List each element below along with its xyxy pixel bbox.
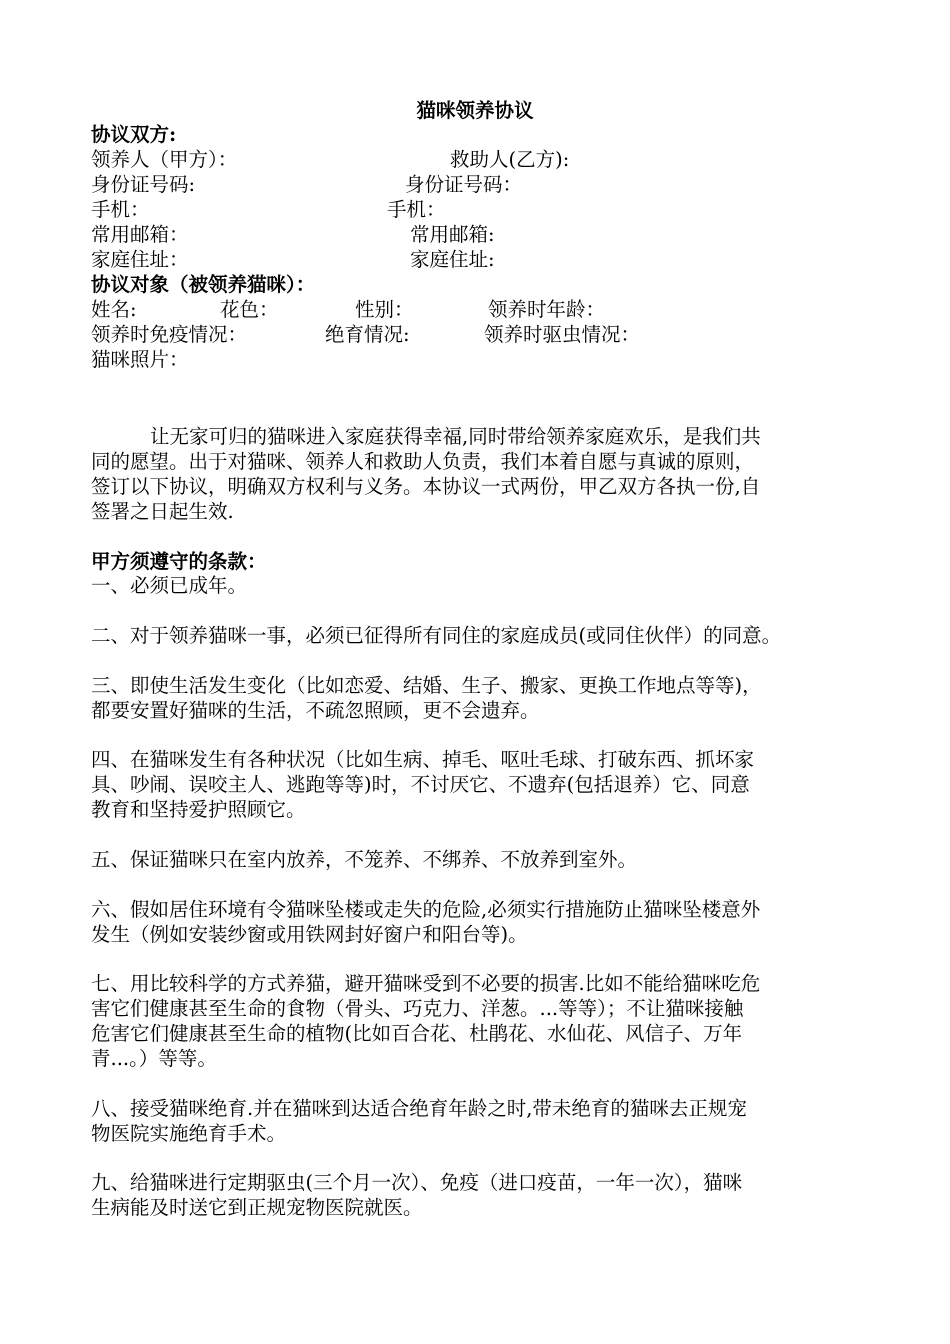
cat-vaccine-label: 领养时免疫情况： xyxy=(91,323,248,346)
clause-7-line: 青...。）等等。 xyxy=(91,1047,217,1070)
rescuer-email-label: 常用邮箱: xyxy=(410,223,495,246)
rescuer-address-label: 家庭住址: xyxy=(410,248,495,271)
clause-9-line: 生病能及时送它到正规宠物医院就医。 xyxy=(91,1196,423,1219)
cat-sex-label: 性别： xyxy=(355,298,414,321)
cat-heading: 协议对象（被领养猫咪）： xyxy=(91,273,316,296)
clause-3-line: 都要安置好猫咪的生活，不疏忽照顾，更不会遗弃。 xyxy=(91,699,540,722)
clause-4-line: 具、吵闹、误咬主人、逃跑等等)时，不讨厌它、不遗弃(包括退养）它、同意 xyxy=(91,773,750,796)
adopter-phone-label: 手机： xyxy=(91,198,150,221)
clause-7-line: 危害它们健康甚至生命的植物(比如百合花、杜鹃花、水仙花、风信子、万年 xyxy=(91,1022,743,1045)
cat-neuter-label: 绝育情况: xyxy=(325,323,410,346)
clauses-heading: 甲方须遵守的条款： xyxy=(91,550,267,573)
parties-heading: 协议双方: xyxy=(91,123,177,146)
adopter-label: 领养人（甲方）： xyxy=(91,148,238,171)
clause-6-line: 发生（例如安装纱窗或用铁网封好窗户和阳台等)。 xyxy=(91,923,528,946)
cat-deworm-label: 领养时驱虫情况： xyxy=(484,323,641,346)
adopter-address-label: 家庭住址： xyxy=(91,248,189,271)
clause-1: 一、必须已成年。 xyxy=(91,574,248,597)
rescuer-id-label: 身份证号码： xyxy=(405,173,523,196)
clause-8-line: 八、接受猫咪绝育.并在猫咪到达适合绝育年龄之时,带未绝育的猫咪去正规宠 xyxy=(91,1097,747,1120)
document-title: 猫咪领养协议 xyxy=(416,99,534,122)
clause-5: 五、保证猫咪只在室内放养，不笼养、不绑养、不放养到室外。 xyxy=(91,848,638,871)
clause-8-line: 物医院实施绝育手术。 xyxy=(91,1122,287,1145)
clause-9-line: 九、给猫咪进行定期驱虫(三个月一次）、免疫（进口疫苗，一年一次），猫咪 xyxy=(91,1171,743,1194)
clause-7-line: 害它们健康甚至生命的食物（骨头、巧克力、洋葱。...等等）；不让猫咪接触 xyxy=(91,997,744,1020)
clause-4-line: 四、在猫咪发生有各种状况（比如生病、掉毛、呕吐毛球、打破东西、抓坏家 xyxy=(91,748,755,771)
clause-7-line: 七、用比较科学的方式养猫，避开猫咪受到不必要的损害.比如不能给猫咪吃危 xyxy=(91,972,761,995)
intro-line: 签订以下协议，明确双方权利与义务。本协议一式两份，甲乙双方各执一份,自 xyxy=(91,475,761,498)
rescuer-phone-label: 手机： xyxy=(387,198,446,221)
clause-6-line: 六、假如居住环境有令猫咪坠楼或走失的危险,必须实行措施防止猫咪坠楼意外 xyxy=(91,898,761,921)
adopter-email-label: 常用邮箱： xyxy=(91,223,189,246)
rescuer-label: 救助人(乙方): xyxy=(450,148,570,171)
clause-3-line: 三、即使生活发生变化（比如恋爱、结婚、生子、搬家、更换工作地点等等)， xyxy=(91,674,762,697)
cat-name-label: 姓名: xyxy=(91,298,137,321)
clause-2: 二、对于领养猫咪一事，必须已征得所有同住的家庭成员(或同住伙伴）的同意。 xyxy=(91,624,782,647)
intro-line: 签署之日起生效. xyxy=(91,500,234,523)
cat-color-label: 花色： xyxy=(220,298,279,321)
clause-4-line: 教育和坚持爱护照顾它。 xyxy=(91,798,306,821)
cat-age-label: 领养时年龄： xyxy=(488,298,606,321)
intro-line: 同的愿望。出于对猫咪、领养人和救助人负责，我们本着自愿与真诚的原则， xyxy=(91,450,755,473)
adopter-id-label: 身份证号码: xyxy=(91,173,196,196)
intro-line: 让无家可归的猫咪进入家庭获得幸福,同时带给领养家庭欢乐，是我们共 xyxy=(150,425,761,448)
cat-photo-label: 猫咪照片： xyxy=(91,348,189,371)
